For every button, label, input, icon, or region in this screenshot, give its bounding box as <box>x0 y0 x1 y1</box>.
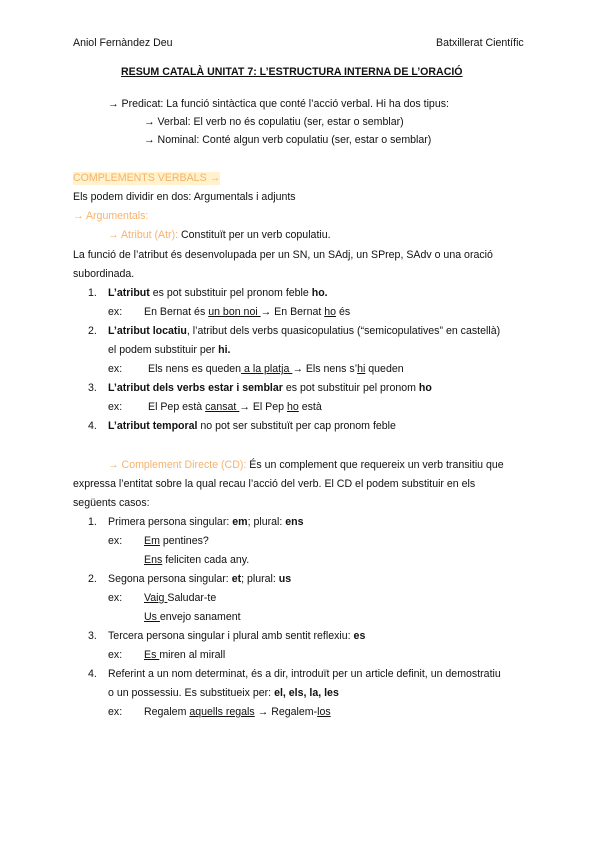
ex-label: ex: <box>108 306 123 318</box>
ex-text: El Pep està <box>148 401 206 413</box>
predicat-verbal: → Verbal: El verb no és copulatiu (ser, estar o semblar) <box>144 116 404 128</box>
complements-heading: COMPLEMENTS VERBALS → <box>73 172 221 184</box>
item-text: , l’atribut dels verbs quasicopulatius (“semicopulatives” en castellà) <box>186 325 501 337</box>
ex-label: ex: <box>108 401 123 413</box>
ex-label: ex: <box>108 535 123 547</box>
example-line <box>144 535 209 548</box>
ex-underlined: Us <box>144 611 160 623</box>
list-number: 3. <box>88 382 97 394</box>
ex-text: és <box>336 306 351 318</box>
ex-underlined: Es <box>144 649 160 661</box>
ex-label: ex: <box>108 649 123 661</box>
item-bold: L’atribut <box>108 287 150 299</box>
item-bold: hi. <box>218 344 231 356</box>
cd-definition <box>108 459 504 472</box>
atribut-definition <box>108 229 331 242</box>
item-bold: et <box>231 573 242 585</box>
ex-text: queden <box>365 363 404 375</box>
list-number: 1. <box>88 287 97 299</box>
ex-label: ex: <box>108 706 123 718</box>
ex-underlined: a la platja <box>241 363 293 375</box>
example-line <box>144 649 225 662</box>
ex-underlined: aquells regals <box>189 706 255 718</box>
atribut-def: Constituït per un verb copulatiu. <box>178 229 331 241</box>
ex-text: Saludar-te <box>167 592 217 604</box>
list-item-line2 <box>108 344 230 357</box>
cd-label: → Complement Directe (CD): <box>108 459 247 471</box>
ex-label: ex: <box>108 363 123 375</box>
cd-text-line2: expressa l’entitat sobre la qual recau l’acció del verb. El CD el podem substituir en els <box>73 478 476 490</box>
item-bold: ens <box>285 516 304 528</box>
list-item <box>108 287 328 300</box>
example-line <box>148 363 404 376</box>
item-bold2: ho. <box>311 287 328 299</box>
ex-underlined: un bon noi <box>208 306 261 318</box>
header-author: Aniol Fernàndez Deu <box>73 37 173 49</box>
ex-label: ex: <box>108 592 123 604</box>
item-bold: el, els, la, les <box>274 687 339 699</box>
list-item <box>108 516 304 529</box>
list-item <box>108 573 291 586</box>
list-item: Referint a un nom determinat, és a dir, introduït per un article definit, un demostratiu <box>108 668 501 680</box>
list-number: 4. <box>88 668 97 680</box>
ex-text: feliciten cada any. <box>162 554 250 566</box>
ex-text: Els nens es queden <box>148 363 242 375</box>
ex-underlined: Vaig <box>144 592 168 604</box>
ex-underlined: ho <box>286 401 299 413</box>
item-text: el podem substituir per <box>108 344 219 356</box>
list-number: 2. <box>88 325 97 337</box>
item-bold: em <box>232 516 248 528</box>
atribut-text-line2: subordinada. <box>73 268 135 280</box>
header-course: Batxillerat Científic <box>436 37 524 49</box>
predicat-nominal: → Nominal: Conté algun verb copulatiu (ser, estar o semblar) <box>144 134 432 146</box>
item-text: Segona persona singular: <box>108 573 232 585</box>
item-bold: L’atribut temporal <box>108 420 198 432</box>
item-text: Primera persona singular: <box>108 516 233 528</box>
ex-text: → Regalem- <box>254 706 318 718</box>
ex-underlined: Ens <box>144 554 163 566</box>
ex-underlined: los <box>317 706 331 718</box>
ex-text: Regalem <box>144 706 190 718</box>
item-text: Tercera persona singular i plural amb sentit reflexiu: <box>108 630 354 642</box>
complements-intro: Els podem dividir en dos: Argumentals i adjunts <box>73 191 296 203</box>
ex-underlined: hi <box>357 363 366 375</box>
ex-text: → En Bernat <box>260 306 325 318</box>
item-text: ; plural: <box>241 573 279 585</box>
item-text: es pot substituir pel pronom feble <box>149 287 312 299</box>
list-item <box>108 325 500 338</box>
list-item <box>108 382 432 395</box>
example-line <box>148 401 322 414</box>
argumentals-heading: → Argumentals: <box>73 210 149 222</box>
atribut-text-line1: La funció de l’atribut és desenvolupada per un SN, un SAdj, un SPrep, SAdv o una oració <box>73 249 493 261</box>
ex-text: pentines? <box>159 535 209 547</box>
list-number: 1. <box>88 516 97 528</box>
example-line <box>144 306 350 319</box>
item-text: no pot ser substituït per cap pronom feble <box>197 420 396 432</box>
list-item-line2 <box>108 687 339 700</box>
item-text: es pot substituir pel pronom <box>282 382 419 394</box>
ex-text: envejo sanament <box>159 611 241 623</box>
item-bold: es <box>353 630 366 642</box>
item-bold2: ho <box>418 382 432 394</box>
ex-text: → El Pep <box>239 401 287 413</box>
item-bold: us <box>278 573 292 585</box>
predicat-line: → Predicat: La funció sintàctica que conté l’acció verbal. Hi ha dos tipus: <box>108 98 449 110</box>
ex-underlined: cansat <box>205 401 240 413</box>
item-text: ; plural: <box>247 516 286 528</box>
list-number: 4. <box>88 420 97 432</box>
cd-text-line3: següents casos: <box>73 497 150 509</box>
list-item <box>108 630 365 643</box>
example-line <box>144 592 216 605</box>
ex-underlined: Em <box>144 535 160 547</box>
ex-text: està <box>298 401 322 413</box>
ex-text: → Els nens s’ <box>292 363 358 375</box>
cd-def: És un complement que requereix un verb transitiu que <box>246 459 504 471</box>
item-text: o un possessiu. Es substitueix per: <box>108 687 275 699</box>
ex-underlined: ho <box>324 306 337 318</box>
example-line <box>144 554 249 567</box>
item-bold: L’atribut dels verbs estar i semblar <box>108 382 283 394</box>
list-item <box>108 420 396 433</box>
page-title: RESUM CATALÀ UNITAT 7: L’ESTRUCTURA INTERNA DE L’ORACIÓ <box>121 66 463 78</box>
item-bold: L’atribut locatiu <box>108 325 187 337</box>
ex-text: En Bernat és <box>144 306 209 318</box>
list-number: 3. <box>88 630 97 642</box>
ex-text: miren al mirall <box>159 649 226 661</box>
example-line <box>144 706 331 719</box>
example-line <box>144 611 241 624</box>
list-number: 2. <box>88 573 97 585</box>
atribut-label: → Atribut (Atr): <box>108 229 179 241</box>
